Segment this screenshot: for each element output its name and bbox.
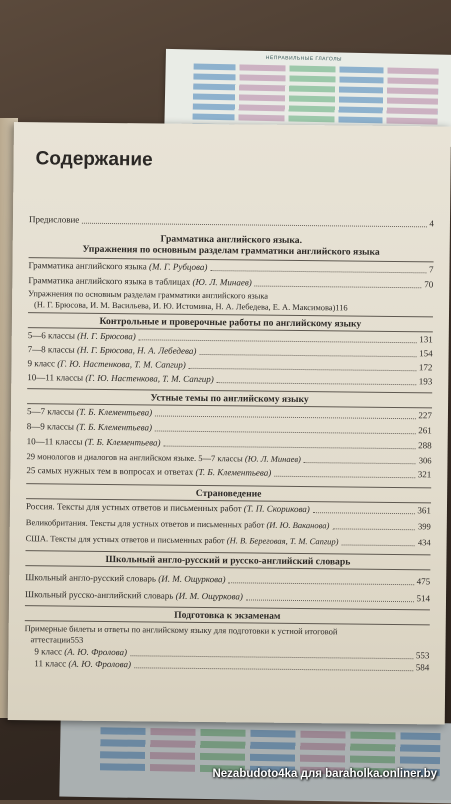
toc-entry: Грамматика английского языка в таблицах (Ю. Л. Минаев) 70: [28, 275, 434, 290]
toc-entry: 5—7 классы (Т. Б. Клементьева) 227: [26, 406, 433, 421]
section-heading-grammar: Грамматика английского языка.: [160, 233, 303, 247]
toc-entry-preface: Предисловие 4: [28, 214, 435, 229]
section-heading-tests: Контрольные и проверочные работы по английскому языку: [99, 315, 362, 330]
toc-entry: 9 класс (Г. Ю. Настенкова, Т. М. Сапгир) 172: [27, 358, 433, 373]
toc-entry: Россия. Тексты для устных ответов и письменных работ (Т. П. Скорикова) 361: [25, 501, 432, 516]
watermark: Nezabudoto4ka для baraholka.onliner.by: [212, 768, 437, 780]
toc-entry: 10—11 классы (Г. Ю. Настенкова, Т. М. Сапгир) 193: [27, 372, 433, 387]
toc-entry: 11 класс (А. Ю. Фролова) 584: [34, 658, 430, 673]
section-heading-country-studies: Страноведение: [195, 487, 262, 500]
section-heading-dictionary: Школьный англо-русский и русско-английский словарь: [105, 553, 351, 568]
toc-entry-multiline: Упражнения по основным разделам грамматики английского языка (Н. Г. Брюсова, И. М. Васильева, И. Ю. Истомина, Н. А. Лебедева, Е. А. Максимова) 116: [28, 289, 348, 313]
section-heading-oral-topics: Устные темы по английскому языку: [150, 392, 309, 406]
toc-entry: Великобритания. Тексты для устных ответов и письменных работ (И. Ю. Ваканова) 399: [25, 517, 431, 532]
section-heading-grammar-2: Упражнения по основным разделам грамматики английского языка: [82, 243, 380, 258]
toc-entry: Грамматика английского языка (М. Г. Рубцова) 7: [28, 260, 434, 275]
page-title: Содержание: [35, 148, 153, 171]
bottom-reference-card: [59, 717, 451, 804]
toc-entry: Школьный русско-английский словарь (И. М. Ощуркова) 514: [25, 589, 431, 604]
toc-entry: 25 самых нужных тем в вопросах и ответах (Т. Б. Клементьева) 321: [26, 465, 432, 480]
toc-entry: США. Тексты для устных ответов и письменных работ (Н. В. Береговая, Т. М. Сапгир) 434: [25, 533, 431, 548]
toc-entry: 10—11 классы (Т. Б. Клементьева) 288: [26, 436, 432, 451]
toc-entry: Школьный англо-русский словарь (И. М. Ощуркова) 475: [25, 572, 431, 587]
background-card-title: НЕПРАВИЛЬНЫЕ ГЛАГОЛЫ: [265, 54, 343, 63]
book-page: [8, 122, 451, 725]
toc-entry: 8—9 классы (Т. Б. Клементьева) 261: [26, 421, 432, 436]
toc-entry: 7—8 классы (Н. Г. Брюсова, Н. А. Лебедева) 154: [27, 344, 433, 359]
toc-entry: 29 монологов и диалогов на английском языке. 5—7 классы (Ю. Л. Минаев) 306: [26, 451, 432, 466]
toc-entry-multiline: Примерные билеты и ответы по английскому языку для подготовки к устной итоговой аттестации 553: [24, 623, 338, 645]
toc-entry: 5—6 классы (Н. Г. Брюсова) 131: [27, 330, 433, 345]
toc-entry: 9 класс (А. Ю. Фролова) 553: [34, 646, 430, 661]
section-heading-exams: Подготовка к экзаменам: [174, 609, 281, 622]
